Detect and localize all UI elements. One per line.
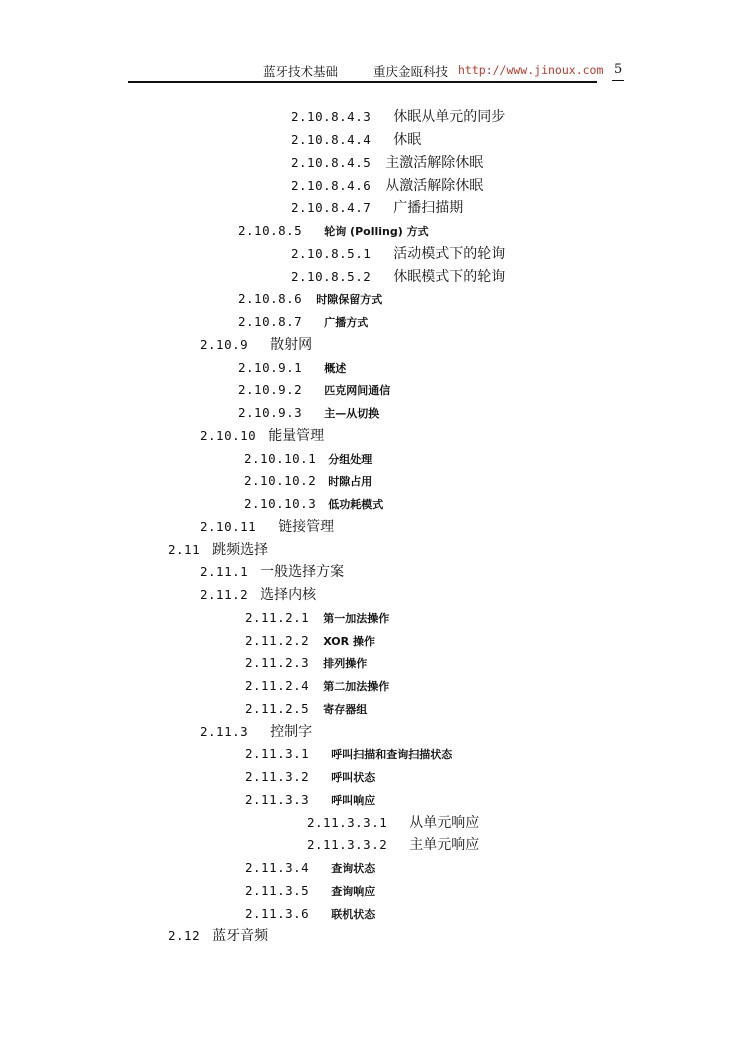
toc-label: 能量管理	[268, 428, 325, 444]
toc-number: 2.11.2.2	[245, 633, 310, 648]
toc-entry[interactable]	[245, 880, 375, 900]
toc-entry[interactable]	[238, 402, 379, 422]
toc-label: 第二加法操作	[323, 680, 390, 693]
toc-number: 2.11.2.1	[245, 610, 310, 625]
toc-number: 2.10.8.5.2	[291, 269, 372, 284]
toc-entry[interactable]	[291, 129, 421, 149]
toc-number: 2.10.10.3	[244, 496, 317, 511]
toc-entry[interactable]	[245, 857, 375, 877]
toc-entry[interactable]	[238, 311, 368, 331]
toc-entry[interactable]	[307, 812, 479, 832]
toc-number: 2.10.8.4.4	[291, 132, 372, 147]
toc-entry[interactable]	[244, 470, 372, 490]
toc-number: 2.10.9.3	[238, 405, 303, 420]
toc-entry[interactable]	[238, 288, 382, 308]
toc-number: 2.10.9.1	[238, 360, 303, 375]
toc-number: 2.10.9.2	[238, 382, 303, 397]
toc-entry[interactable]	[291, 152, 483, 172]
toc-number: 2.10.11	[200, 519, 257, 534]
toc-label: 第一加法操作	[323, 612, 390, 625]
toc-label: 休眠从单元的同步	[393, 109, 506, 125]
toc-number: 2.10.10.2	[244, 473, 317, 488]
toc-number: 2.10.8.6	[238, 291, 303, 306]
toc-label: 查询状态	[331, 862, 376, 875]
toc-number: 2.11.1	[200, 564, 249, 579]
toc-label: 链接管理	[278, 519, 335, 535]
toc-label: 呼叫响应	[331, 794, 376, 807]
toc-label: 主—从切换	[324, 407, 380, 420]
toc-entry[interactable]	[245, 607, 389, 627]
toc-entry[interactable]	[245, 698, 367, 718]
toc-label: 从单元响应	[409, 815, 480, 831]
toc-number: 2.11.3.4	[245, 860, 310, 875]
toc-label: 概述	[324, 362, 347, 375]
toc-entry[interactable]	[244, 493, 383, 513]
toc-entry[interactable]	[291, 266, 505, 286]
toc-number: 2.10.10	[200, 428, 257, 443]
toc-entry[interactable]	[200, 584, 316, 604]
toc-number: 2.11.3.3.1	[307, 815, 388, 830]
toc-number: 2.12	[168, 928, 201, 943]
toc-label: 轮询 (Polling) 方式	[324, 225, 429, 238]
toc-label: 选择内核	[260, 587, 317, 603]
toc-entry[interactable]	[245, 789, 375, 809]
toc-label: 查询响应	[331, 885, 376, 898]
toc-number: 2.11.3.5	[245, 883, 310, 898]
toc-label: 联机状态	[331, 908, 376, 921]
header-url[interactable]: http://www.jinoux.com	[458, 63, 604, 77]
page-number: 5	[614, 62, 623, 77]
toc-number: 2.11.2.3	[245, 655, 310, 670]
toc-entry[interactable]	[168, 925, 268, 945]
toc-number: 2.10.8.5	[238, 223, 303, 238]
toc-label: 匹克网间通信	[324, 384, 391, 397]
toc-label: 主激活解除休眠	[385, 155, 484, 171]
toc-label: 主单元响应	[409, 837, 480, 853]
toc-entry[interactable]	[291, 175, 483, 195]
toc-number: 2.11.3.2	[245, 769, 310, 784]
toc-number: 2.10.8.5.1	[291, 246, 372, 261]
toc-entry[interactable]	[200, 334, 312, 354]
toc-label: 广播方式	[324, 316, 369, 329]
toc-label: 广播扫描期	[393, 200, 464, 216]
toc-label: 活动模式下的轮询	[393, 246, 506, 262]
toc-entry[interactable]	[200, 561, 344, 581]
toc-number: 2.10.8.4.3	[291, 109, 372, 124]
toc-entry[interactable]	[238, 357, 346, 377]
toc-entry[interactable]	[200, 721, 312, 741]
toc-entry[interactable]	[200, 516, 334, 536]
toc-label: 呼叫状态	[331, 771, 376, 784]
toc-entry[interactable]	[245, 630, 375, 650]
toc-label: 从激活解除休眠	[385, 178, 484, 194]
toc-number: 2.11.2.5	[245, 701, 310, 716]
toc-label: 蓝牙音频	[212, 928, 269, 944]
toc-label: 休眠	[393, 132, 422, 148]
toc-label: 一般选择方案	[260, 564, 345, 580]
toc-number: 2.10.8.7	[238, 314, 303, 329]
toc-label: 排列操作	[323, 657, 368, 670]
toc-label: 寄存器组	[323, 703, 368, 716]
toc-number: 2.11.3.1	[245, 746, 310, 761]
toc-entry[interactable]	[200, 425, 324, 445]
toc-entry[interactable]	[307, 834, 479, 854]
toc-entry[interactable]	[245, 652, 367, 672]
toc-label: 跳频选择	[212, 542, 269, 558]
toc-label: XOR 操作	[323, 635, 375, 648]
toc-number: 2.11.2	[200, 587, 249, 602]
page-header	[128, 60, 604, 82]
toc-number: 2.11.3.3.2	[307, 837, 388, 852]
page-number-underline	[612, 80, 624, 81]
toc-label: 呼叫扫描和查询扫描状态	[331, 748, 453, 761]
toc-label: 时隙占用	[328, 475, 373, 488]
toc-entry[interactable]	[168, 539, 268, 559]
toc-number: 2.11.3	[200, 724, 249, 739]
toc-number: 2.10.10.1	[244, 451, 317, 466]
toc-label: 低功耗模式	[328, 498, 384, 511]
toc-entry[interactable]	[245, 766, 375, 786]
toc-entry[interactable]	[291, 243, 505, 263]
toc-entry[interactable]	[245, 675, 389, 695]
toc-entry[interactable]	[238, 379, 390, 399]
header-company: 重庆金瓯科技	[373, 64, 449, 79]
toc-entry[interactable]	[245, 903, 375, 923]
toc-number: 2.11	[168, 542, 201, 557]
toc-number: 2.10.8.4.5	[291, 155, 372, 170]
toc-label: 控制字	[270, 724, 313, 740]
toc-number: 2.10.9	[200, 337, 249, 352]
toc-number: 2.11.2.4	[245, 678, 310, 693]
header-title: 蓝牙技术基础	[263, 64, 339, 79]
toc-entry[interactable]	[291, 197, 463, 217]
toc-entry[interactable]	[291, 106, 505, 126]
header-rule	[128, 81, 597, 83]
toc-label: 休眠模式下的轮询	[393, 269, 506, 285]
toc-number: 2.10.8.4.6	[291, 178, 372, 193]
toc-label: 散射网	[270, 337, 313, 353]
toc-entry[interactable]	[244, 448, 372, 468]
toc-label: 分组处理	[328, 453, 373, 466]
toc-number: 2.10.8.4.7	[291, 200, 372, 215]
toc-number: 2.11.3.3	[245, 792, 310, 807]
toc-number: 2.11.3.6	[245, 906, 310, 921]
toc-entry[interactable]	[245, 743, 452, 763]
toc-label: 时隙保留方式	[316, 293, 383, 306]
toc-entry[interactable]	[238, 220, 429, 240]
